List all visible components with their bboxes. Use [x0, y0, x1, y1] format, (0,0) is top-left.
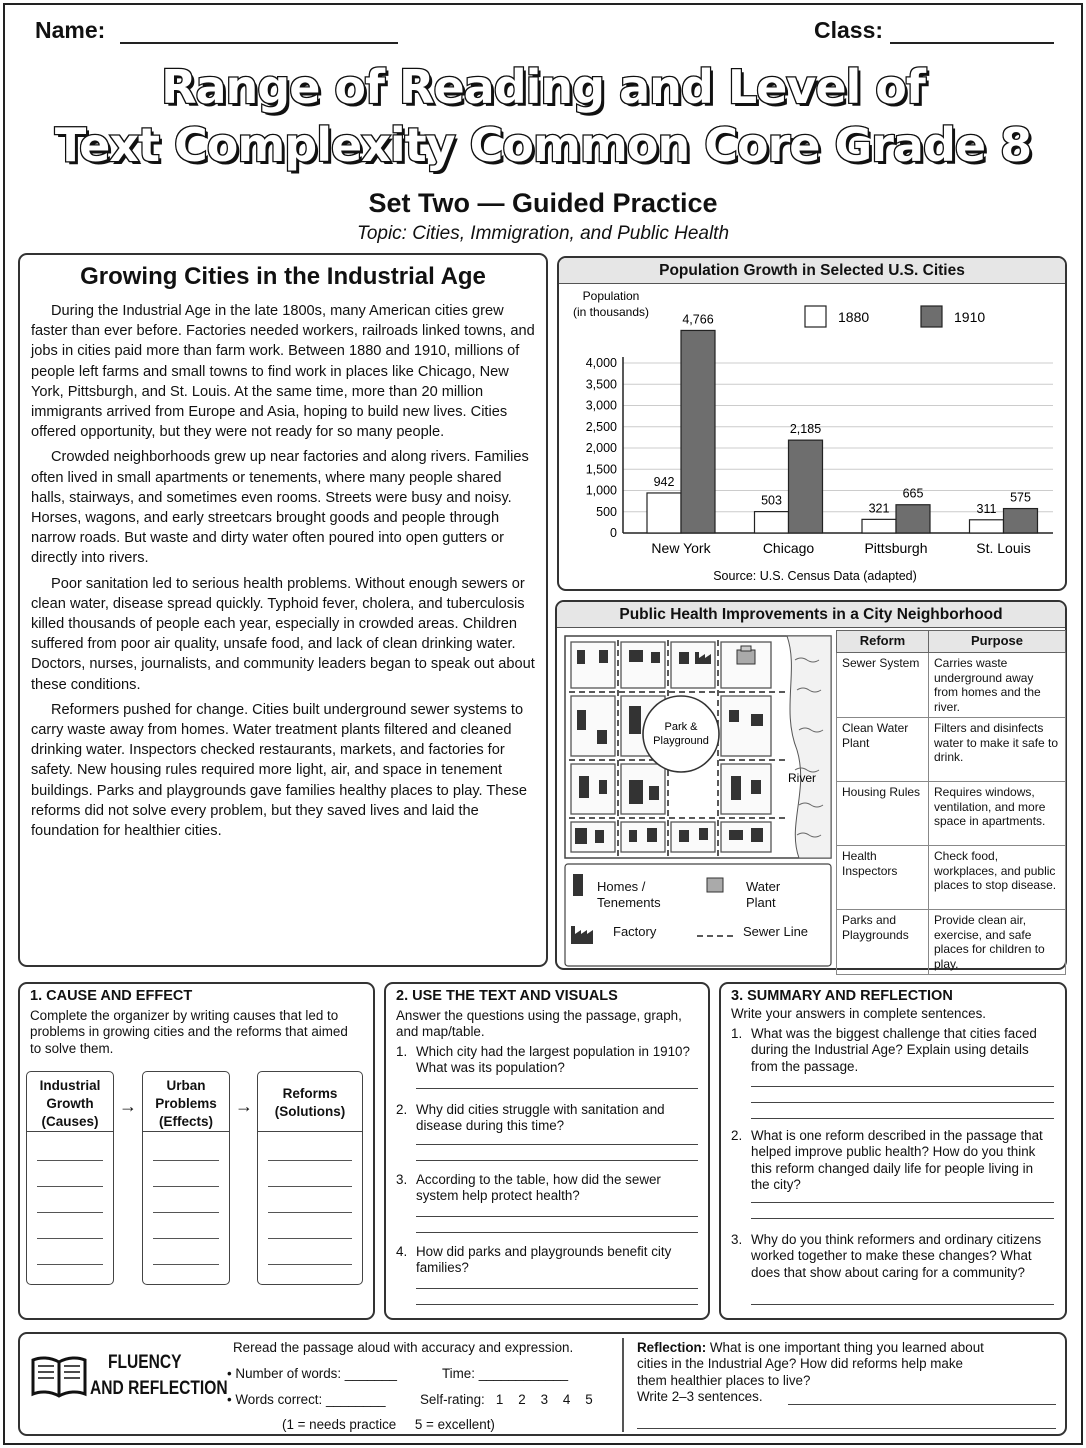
- section3-instructions: Write your answers in complete sentences.: [731, 1006, 987, 1021]
- homes-legend-icon: [573, 874, 583, 896]
- passage-title: Growing Cities in the Industrial Age: [80, 263, 486, 290]
- worksheet-topic: Topic: Cities, Immigration, and Public Health: [356, 223, 730, 244]
- question-text: How did parks and playgrounds benefit city families?: [416, 1244, 672, 1276]
- purpose-column-header: Purpose: [929, 631, 1066, 653]
- rating-scale-note: (1 = needs practice 5 = excellent): [282, 1417, 495, 1432]
- organizer-causes-header: Industrial Growth (Causes): [27, 1072, 113, 1132]
- bar: [681, 330, 715, 533]
- answer-line[interactable]: [268, 1160, 352, 1161]
- reflection-label: Reflection:: [637, 1340, 707, 1355]
- reform-column-header: Reform: [837, 631, 929, 653]
- bar-chart: [559, 285, 1065, 590]
- data-label: 503: [761, 493, 782, 508]
- y-tick-label: 1,000: [585, 483, 617, 498]
- park-label-1: Park &: [664, 721, 698, 733]
- answer-line[interactable]: [153, 1212, 219, 1213]
- y-axis-label: (in thousands): [572, 305, 650, 319]
- name-field[interactable]: [120, 20, 398, 44]
- answer-line[interactable]: [153, 1160, 219, 1161]
- y-tick-label: 3,500: [585, 377, 617, 392]
- y-tick-label: 0: [610, 526, 617, 540]
- y-axis-label: Population: [582, 289, 640, 303]
- y-tick-label: 2,000: [585, 441, 617, 455]
- bar: [1004, 509, 1038, 533]
- divider: [622, 1338, 624, 1432]
- neighborhood-map: [559, 630, 835, 970]
- summary-section: [719, 982, 1067, 1320]
- legend-water-2: Plant: [746, 895, 776, 910]
- answer-line[interactable]: [416, 1144, 698, 1145]
- bar: [647, 493, 681, 533]
- bar: [970, 520, 1004, 533]
- words-count-field[interactable]: • Number of words: _______: [227, 1366, 397, 1381]
- answer-line[interactable]: [37, 1160, 103, 1161]
- bar: [755, 512, 789, 533]
- x-tick-label: Chicago: [762, 540, 815, 556]
- question-text: Which city had the largest population in 1910? What was its population?: [416, 1044, 690, 1076]
- x-tick-label: New York: [651, 540, 711, 556]
- legend-homes-1: Homes /: [597, 879, 646, 894]
- answer-line[interactable]: [751, 1218, 1054, 1219]
- question-number: 1.: [396, 1044, 408, 1059]
- reform-cell: Housing Rules: [837, 782, 929, 846]
- organizer-causes: [26, 1071, 114, 1285]
- legend-sewer: Sewer Line: [743, 924, 809, 939]
- answer-line[interactable]: [37, 1238, 103, 1239]
- answer-line[interactable]: [751, 1102, 1054, 1103]
- answer-line[interactable]: [751, 1086, 1054, 1087]
- section2-instructions: Answer the questions using the passage, graph, and map/table.: [396, 1008, 682, 1040]
- answer-line[interactable]: [37, 1264, 103, 1265]
- water-plant-legend-icon: [707, 878, 723, 892]
- answer-line[interactable]: [751, 1118, 1054, 1119]
- passage-paragraph: Reformers pushed for change. Cities built underground sewer systems to carry waste away from homes. Water treatment plants filtered and cleaned drinking water. Inspectors checked restaurants, markets, and factories for safety. New housing rules required more light, air, and space in tenement buildings. Parks and playgrounds gave families healthy places to play. These reforms did not solve every problem, but they saved lives and laid the foundation for healthier cities.: [31, 701, 527, 840]
- passage-paragraph: Poor sanitation led to serious health problems. Without enough sewers or clean water, disease spread quickly. Typhoid fever, cholera, and tuberculosis killed thousands of people each year, especially in crowded areas. Children suffered from poor air quality, unsafe food, and lack of clean drinking water. Doctors, nurses, journalists, and community leaders began to speak out about these conditions.: [31, 575, 535, 693]
- reform-cell: Sewer System: [837, 653, 929, 718]
- fluency-section: [18, 1332, 1067, 1436]
- answer-line[interactable]: [153, 1238, 219, 1239]
- worksheet-title-line2: Text Complexity Common Core Grade 8: [54, 118, 1032, 172]
- worksheet-title-line1: Range of Reading and Level of: [161, 60, 925, 114]
- question-number: 1.: [731, 1026, 743, 1041]
- arrow-icon: →: [235, 1096, 253, 1116]
- answer-line[interactable]: [416, 1088, 698, 1089]
- cause-effect-section: [18, 982, 375, 1320]
- fluency-title-2: AND REFLECTION: [90, 1378, 228, 1399]
- data-label: 311: [976, 501, 997, 516]
- chart-title: Population Growth in Selected U.S. Cities: [559, 258, 1065, 284]
- legend-water-1: Water: [746, 879, 781, 894]
- y-tick-label: 2,500: [585, 419, 617, 434]
- y-tick-label: 1,500: [585, 462, 617, 477]
- answer-line[interactable]: [788, 1404, 1056, 1405]
- answer-line[interactable]: [153, 1186, 219, 1187]
- words-correct-field[interactable]: • Words correct: ________: [227, 1392, 386, 1407]
- fluency-title-1: FLUENCY: [108, 1352, 182, 1373]
- reform-table: [836, 630, 1066, 975]
- question-text: What is one reform described in the passage that helped improve public health? How do you think this reform changed daily life for people living in the city?: [751, 1128, 1043, 1192]
- answer-line[interactable]: [268, 1238, 352, 1239]
- self-rating-scale[interactable]: Self-rating: 1 2 3 4 5: [420, 1392, 593, 1407]
- bar: [789, 440, 823, 533]
- legend-label: 1910: [954, 309, 986, 325]
- question-number: 2.: [731, 1128, 743, 1143]
- question-number: 4.: [396, 1244, 408, 1259]
- question-text: Why do you think reformers and ordinary citizens worked together to make these changes? What does that show about caring for a community?: [751, 1232, 1042, 1280]
- answer-line[interactable]: [268, 1212, 352, 1213]
- question-number: 3.: [731, 1232, 743, 1247]
- chart-source: Source: U.S. Census Data (adapted): [713, 569, 917, 583]
- answer-line[interactable]: [37, 1186, 103, 1187]
- purpose-cell: Check food, workplaces, and public places to stop disease.: [929, 846, 1066, 910]
- organizer-effects-header: Urban Problems (Effects): [143, 1072, 229, 1132]
- passage-body: [20, 291, 546, 841]
- time-field[interactable]: Time: ____________: [442, 1366, 569, 1381]
- answer-line[interactable]: [37, 1212, 103, 1213]
- answer-line[interactable]: [268, 1186, 352, 1187]
- y-tick-label: 500: [596, 504, 617, 519]
- text-visuals-section: [384, 982, 710, 1320]
- reform-cell: Clean Water Plant: [837, 718, 929, 782]
- section3-heading: 3. SUMMARY AND REFLECTION: [731, 988, 953, 1004]
- x-tick-label: St. Louis: [976, 540, 1031, 556]
- passage-paragraph: During the Industrial Age in the late 1800s, many American cities grew faster than ever before. Factories needed workers, railroads linked towns, and jobs in cities paid more than farm work. Between 1880 and 1910, millions of people left farms and small towns to find work in places like Chicago, New York, Pittsburgh, and St. Louis. At the same time, more than 20 million immigrants arrived from Europe and Asia, hoping to build new lives. Cities offered opportunity, but they were not ready for so many people.: [31, 303, 535, 441]
- data-label: 942: [653, 474, 675, 489]
- data-label: 321: [868, 501, 890, 516]
- organizer-solutions-header: Reforms (Solutions): [258, 1072, 362, 1132]
- question-number: 3.: [396, 1172, 408, 1187]
- open-book-icon: [30, 1354, 88, 1400]
- class-field[interactable]: [890, 20, 1054, 44]
- bar: [862, 519, 896, 533]
- purpose-cell: Carries waste underground away from homes and the river.: [929, 653, 1066, 718]
- reflection-write-instruction: Write 2–3 sentences.: [637, 1389, 763, 1404]
- purpose-cell: Provide clean air, exercise, and safe places for children to play.: [929, 910, 1066, 975]
- y-tick-label: 3,000: [585, 398, 617, 413]
- y-tick-label: 4,000: [585, 356, 617, 370]
- organizer-effects: [142, 1071, 230, 1285]
- data-label: 2,185: [789, 422, 822, 437]
- purpose-cell: Requires windows, ventilation, and more space in apartments.: [929, 782, 1066, 846]
- reform-cell: Parks and Playgrounds: [837, 910, 929, 975]
- health-panel: [555, 600, 1067, 970]
- bar: [896, 505, 930, 533]
- question-text: What was the biggest challenge that cities faced during the Industrial Age? Explain using details from the passage.: [751, 1026, 1037, 1074]
- name-label: Name:: [35, 17, 106, 43]
- legend-homes-2: Tenements: [597, 895, 661, 910]
- answer-line[interactable]: [153, 1264, 219, 1265]
- arrow-icon: →: [119, 1096, 137, 1116]
- legend-label: 1880: [838, 309, 870, 325]
- question-number: 2.: [396, 1102, 408, 1117]
- class-label: Class:: [814, 17, 884, 43]
- legend-factory: Factory: [613, 924, 657, 939]
- data-label: 665: [902, 486, 924, 501]
- answer-line[interactable]: [751, 1202, 1054, 1203]
- section1-instructions: Complete the organizer by writing causes that led to problems in growing cities and the reforms that aimed to solve them.: [30, 1008, 348, 1056]
- data-label: 575: [1010, 490, 1031, 505]
- question-text: According to the table, how did the sewer system help protect health?: [416, 1172, 661, 1204]
- legend-swatch: [921, 306, 942, 327]
- answer-line[interactable]: [416, 1160, 698, 1161]
- answer-line[interactable]: [751, 1304, 1054, 1305]
- reform-cell: Health Inspectors: [837, 846, 929, 910]
- park-label-2: Playground: [653, 735, 709, 747]
- section1-heading: 1. CAUSE AND EFFECT: [30, 988, 193, 1004]
- chart-panel: [557, 256, 1067, 591]
- passage-box: [18, 253, 548, 967]
- answer-line[interactable]: [637, 1428, 1056, 1429]
- legend-swatch: [805, 306, 826, 327]
- answer-line[interactable]: [416, 1304, 698, 1305]
- answer-line[interactable]: [416, 1216, 698, 1217]
- section2-heading: 2. USE THE TEXT AND VISUALS: [396, 988, 618, 1004]
- data-label: 4,766: [682, 312, 714, 327]
- organizer-solutions: [257, 1071, 363, 1285]
- fluency-instruction: Reread the passage aloud with accuracy and expression.: [233, 1340, 574, 1355]
- answer-line[interactable]: [268, 1264, 352, 1265]
- question-text: Why did cities struggle with sanitation and disease during this time?: [416, 1102, 665, 1134]
- answer-line[interactable]: [416, 1232, 698, 1233]
- purpose-cell: Filters and disinfects water to make it safe to drink.: [929, 718, 1066, 782]
- passage-paragraph: Crowded neighborhoods grew up near factories and along rivers. Families often lived in small apartments or tenements, where many people shared halls, stairways, and sometimes even rooms. Streets were busy and noisy. Horses, wagons, and early streetcars brought goods and people through narrow roads. But waste and dirty water often poured into open gutters or directly into rivers.: [31, 449, 529, 567]
- reflection-prompt: [637, 1340, 987, 1389]
- reflection-text: What is one important thing you learned about cities in the Industrial Age? How did reforms help make them healthier places to live?: [637, 1340, 984, 1388]
- x-tick-label: Pittsburgh: [864, 540, 928, 556]
- answer-line[interactable]: [416, 1288, 698, 1289]
- river-label: River: [787, 771, 817, 785]
- worksheet-subtitle: Set Two — Guided Practice: [368, 188, 718, 218]
- health-panel-title: Public Health Improvements in a City Neighborhood: [557, 602, 1065, 628]
